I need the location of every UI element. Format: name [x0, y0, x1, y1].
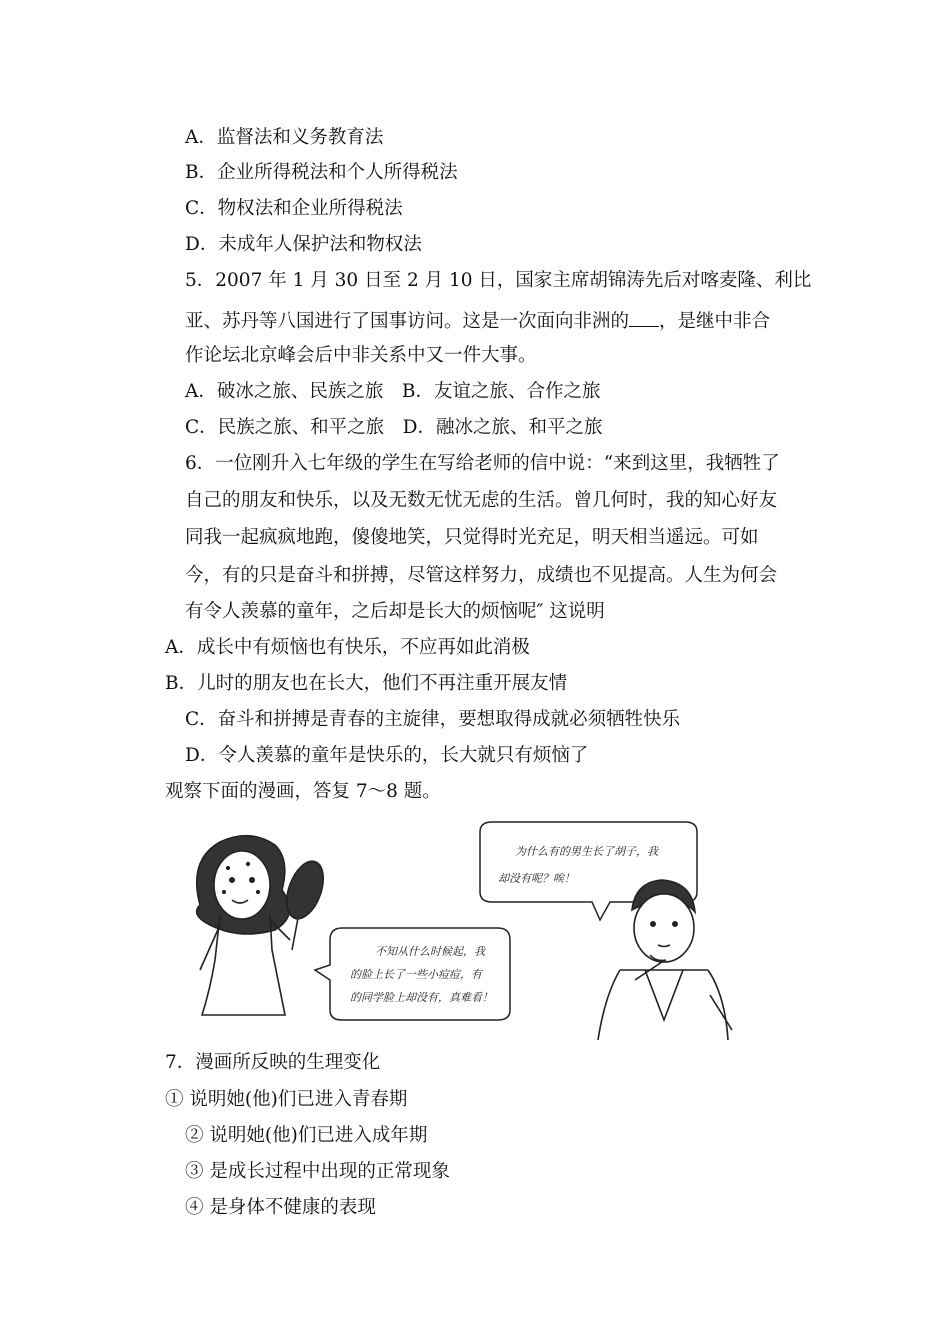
- q6-stem-line1: 6．一位刚升入七年级的学生在写给老师的信中说：“来到这里，我牺牲了: [185, 453, 780, 474]
- q6-option-c: C．奋斗和拼搏是青春的主旋律，要想取得成就必须牺牲快乐: [185, 709, 681, 730]
- boy-bubble-line1: 为什么有的男生长了胡子，我: [515, 845, 658, 858]
- q4-option-a: A．监督法和义务教育法: [185, 127, 384, 148]
- answer-blank: [629, 308, 659, 327]
- q6-stem-line4: 今，有的只是奋斗和拼搏，尽管这样努力，成绩也不见提高。人生为何会: [185, 565, 778, 586]
- q5-options-ab: A．破冰之旅、民族之旅 B．友谊之旅、合作之旅: [185, 381, 601, 402]
- girl-bubble-line3: 的同学脸上却没有，真难看！: [350, 991, 493, 1004]
- q7-statement-3: ③ 是成长过程中出现的正常现象: [185, 1161, 450, 1182]
- q6-stem-line3: 同我一起疯疯地跑，傻傻地笑，只觉得时光充足，明天相当遥远。可如: [185, 527, 759, 548]
- q6-option-d: D．令人羡慕的童年是快乐的，长大就只有烦恼了: [185, 745, 589, 766]
- q7-statement-1: ① 说明她(他)们已进入青春期: [165, 1089, 408, 1110]
- q4-option-c: C．物权法和企业所得税法: [185, 198, 403, 219]
- q4-option-d: D．未成年人保护法和物权法: [185, 234, 422, 255]
- girl-speech-bubble: [315, 928, 510, 1020]
- q7-stem: 7．漫画所反映的生理变化: [165, 1052, 381, 1073]
- q7-statement-4: ④ 是身体不健康的表现: [185, 1197, 376, 1218]
- q4-option-b: B．企业所得税法和个人所得税法: [185, 162, 458, 183]
- boy-figure: [598, 880, 732, 1040]
- q6-option-b: B．儿时的朋友也在长大，他们不再注重开展友情: [165, 673, 568, 694]
- cartoon-instruction: 观察下面的漫画，答复 7～8 题。: [165, 781, 441, 802]
- q6-option-a: A．成长中有烦恼也有快乐，不应再如此消极: [165, 637, 530, 658]
- q5-stem-line1: 5．2007 年 1 月 30 日至 2 月 10 日，国家主席胡锦涛先后对喀麦隆、利比: [185, 270, 812, 291]
- q6-stem-line2: 自己的朋友和快乐，以及无数无忧无虑的生活。曾几何时，我的知心好友: [185, 490, 778, 511]
- girl-bubble-line1: 不知从什么时候起，我: [375, 945, 485, 958]
- q5-stem-line2-pre: 亚、苏丹等八国进行了国事访问。这是一次面向非洲的: [185, 311, 630, 332]
- q6-stem-line5: 有令人羡慕的童年，之后却是长大的烦恼呢″ 这说明: [185, 601, 605, 622]
- q5-stem-line2: [185, 308, 770, 334]
- q5-stem-line2-post: ，是继中非合: [659, 311, 771, 332]
- boy-bubble-line2: 却没有呢？唉！: [498, 872, 575, 885]
- q5-options-cd: C．民族之旅、和平之旅 D．融冰之旅、和平之旅: [185, 417, 603, 438]
- girl-figure: [197, 836, 331, 1015]
- q7-statement-2: ② 说明她(他)们已进入成年期: [185, 1125, 428, 1146]
- girl-bubble-line2: 的脸上长了一些小痘痘，有: [350, 968, 482, 981]
- q5-stem-line3: 作论坛北京峰会后中非关系中又一件大事。: [185, 345, 537, 366]
- cartoon-illustration: [180, 820, 740, 1045]
